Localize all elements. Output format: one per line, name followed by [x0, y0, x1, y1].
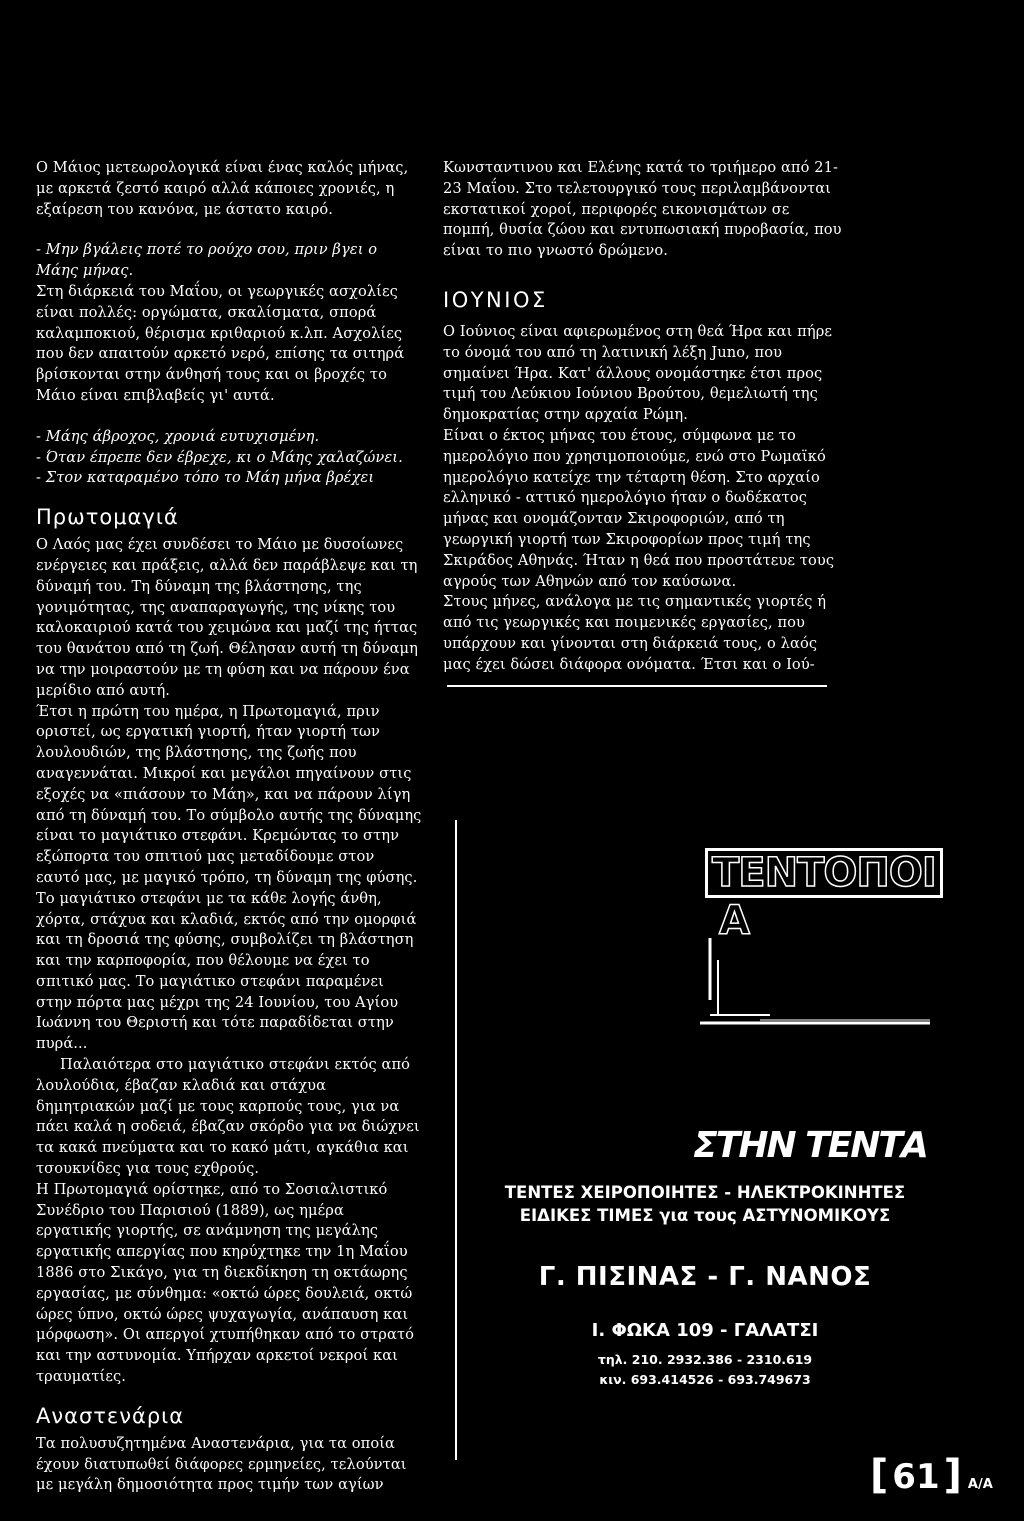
ad-title: ΣΤΗΝ ΤΕΝΤΑ	[693, 1125, 927, 1166]
ad-tagline: ΤΕΝΤΕΣ ΧΕΙΡΟΠΟΙΗΤΕΣ - ΗΛΕΚΤΡΟΚΙΝΗΤΕΣ	[504, 1183, 906, 1202]
paragraph: Ο Λαός μας έχει συνδέσει το Μάιο με δυσοίωνες ενέργειες και πράξεις, αλλά δεν παράβλεψε και τη δύναμή του. Τη δύναμη της βλάστησης, της γονιμότητας, της αναπαραγωγής, της νίκης του καλοκαιριού κατά του χειμώνα και μαζί της ήττας του θανάτου από τη ζωή. Θέλησαν αυτή τη δύναμη να την μοιραστούν με τη φύση και να πάρουν ένα μερίδιο από αυτή.	[36, 536, 418, 699]
proverb: - Στον καταραμένο τόπο το Μάη μήνα βρέχει	[36, 469, 375, 487]
right-column	[443, 158, 845, 676]
proverb: - Μάης άβροχος, χρονιά ευτυχισμένη.	[36, 427, 320, 445]
paragraph: Στους μήνες, ανάλογα με τις σημαντικές γιορτές ή από τις γεωργικές και ποιμενικές εργασίες, που υπάρχουν και γίνονται στη διάρκειά τους, ο λαός μας έχει δώσει διάφορα ονόματα. Έτσι και ο Ιού-	[443, 593, 827, 673]
section-heading-anastenaria: Αναστενάρια	[36, 1403, 185, 1428]
page-number	[870, 1452, 993, 1498]
paragraph: Η Πρωτομαγιά ορίστηκε, από το Σοσιαλιστικό Συνέδριο του Παρισιού (1889), ως ημέρα εργατικής γιορτής, σε ανάμνηση της μεγάλης εργατικής απεργίας που κηρύχτηκε την 1η Μαΐου 1886 στο Σικάγο, για τη διεκδίκηση τη οκτάωρης εργασίας, με σύνθημα: «οκτώ ώρες δουλειά, οκτώ ώρες ύπνο, οκτώ ώρες ψυχαγωγία, ανάπαυση και μόρφωση». Οι απεργοί χτυπήθηκαν από το στρατό και την αστυνομία. Υπήρχαν αρκετοί νεκροί και τραυματίες.	[36, 1180, 415, 1386]
ad-address: Ι. ΦΩΚΑ 109 - ΓΑΛΑΤΣΙ	[591, 1320, 819, 1341]
ad-border-line	[455, 820, 457, 1460]
paragraph: Τα πολυσυζητημένα Αναστενάρια, για τα οποία έχουν διατυπωθεί διάφορες ερμηνείες, τελούνται με μεγάλη δημοσιότητα προς τιμήν των αγίων	[36, 1434, 407, 1494]
paragraph: Παλαιότερα στο μαγιάτικο στεφάνι εκτός από λουλούδια, έβαζαν κλαδιά και στάχυα δημητριακών μαζί με τους καρπούς τους, για να πάει καλά η σοδειά, έβαζαν σκόρδο για να διώχνει τα κακά πνεύματα και το κακό μάτι, αγκάθια και τσουκνίδες για τους εχθρούς.	[36, 1056, 420, 1178]
left-column	[36, 158, 422, 1496]
ad-logo-text: ΤΕΝΤΟΠΟΙ	[705, 848, 943, 898]
ad-offer: ΕΙΔΙΚΕΣ ΤΙΜΕΣ για τους ΑΣΤΥΝΟΜΙΚΟΥΣ	[519, 1206, 891, 1225]
paragraph: Έτσι η πρώτη του ημέρα, η Πρωτομαγιά, πριν οριστεί, ως εργατική γιορτή, ήταν γιορτή των λουλουδιών, της βλάστησης, της ζωής που αναγεννάται. Μικροί και μεγάλοι πηγαίνουν στις εξοχές να «πιάσουν το Μάη», και να πάρουν λίγη από τη δύναμή του. Το σύμβολο αυτής της δύναμης είναι το μαγιάτικο στεφάνι. Κρεμώντας το στην εξώπορτα του σπιτιού μας μεταδίδουμε στον εαυτό μας, με μαγικό τρόπο, τη δύναμη της φύσης.	[36, 702, 422, 886]
section-heading-protomagia: Πρωτομαγιά	[36, 505, 179, 530]
tent-illustration	[700, 930, 930, 1030]
paragraph: Ο Ιούνιος είναι αφιερωμένος στη θεά Ήρα και πήρε το όνομά του από τη λατινική λέξη Juno, που σημαίνει Ήρα. Κατ' άλλους ονομάστηκε έτσι προς τιμή του Λεύκιου Ιούνιου Βρούτου, θεμελιωτή της δημοκρατίας στην αρχαία Ρώμη.	[443, 322, 833, 424]
paragraph: Κωνσταντινου και Ελένης κατά το τριήμερο από 21-23 Μαΐου. Στο τελετουργικό τους περιλαμβάνονται εκστατικοί χοροί, περιφορές εικονισμάτων σε πομπή, θυσία ζώου και εντυπωσιακή πυροβασία, που είναι το πιο γνωστό δρώμενο.	[443, 159, 842, 260]
intro-paragraph: Ο Μάιος μετεωρολογικά είναι ένας καλός μήνας, με αρκετά ζεστό καιρό αλλά κάποιες χρονιές, η εξαίρεση του κανόνα, με άστατο καιρό.	[36, 159, 409, 218]
page-number-value: 61	[892, 1457, 940, 1497]
section-divider	[447, 685, 827, 687]
ad-names: Γ. ΠΙΣΙΝΑΣ - Γ. ΝΑΝΟΣ	[538, 1262, 872, 1292]
section-heading-iounios: ΙΟΥΝΙΟΣ	[443, 287, 548, 312]
page-side-label: A/A	[967, 1477, 993, 1492]
ad-logo-letter: Α	[719, 898, 749, 944]
paragraph: Στη διάρκειά του Μαΐου, οι γεωργικές ασχολίες είναι πολλές: οργώματα, σκαλίσματα, σπορά καλαμποκιού, θέρισμα κριθαριού κ.λπ. Ασχολίες που δεν απαιτούν αρκετό νερό, επίσης τα σιτηρά βρίσκονται στην άνθησή τους και οι βροχές το Μάιο είναι επιβλαβείς γι' αυτά.	[36, 282, 405, 404]
proverb: - Μην βγάλεις ποτέ το ρούχο σου, πριν βγει ο Μάης μήνας.	[36, 241, 378, 280]
ad-logo	[705, 848, 936, 944]
ad-mobile: κιν. 693.414526 - 693.749673	[599, 1372, 811, 1387]
paragraph: Το μαγιάτικο στεφάνι με τα κάθε λογής άνθη, χόρτα, στάχυα και κλαδιά, εκτός από την ομορφιά και τη δροσιά της φύσης, συμβολίζει τη βλάστηση και την καρποφορία, που θέλουμε να έχει το σπιτικό μας. Το μαγιάτικο στεφάνι παραμένει στην πόρτα μας μέχρι της 24 Ιουνίου, του Αγίου Ιωάννη του Θεριστή και τότε παραδίδεται στην πυρά...	[36, 889, 417, 1053]
paragraph: Είναι ο έκτος μήνας του έτους, σύμφωνα με το ημερολόγιο που χρησιμοποιούμε, ενώ στο Ρωμαϊκό ημερολόγιο κατείχε την τέταρτη θέση. Στο αρχαίο ελληνικό - αττικό ημερολόγιο ήταν ο δωδέκατος μήνας και ονομάζονταν Σκιροφοριών, από τη γεωργική γιορτή των Σκιροφορίων προς τιμή της Σκιράδος Αθηνάς. Ήταν η θεά που προστάτευε τους αγρούς των Αθηνών από τον καύσωνα.	[443, 426, 835, 590]
ad-phone: τηλ. 210. 2932.386 - 2310.619	[597, 1352, 813, 1367]
bracket-close: ]	[943, 1452, 962, 1498]
bracket-open: [	[870, 1452, 889, 1498]
proverb: - Όταν έπρεπε δεν έβρεχε, κι ο Μάης χαλαζώνει.	[36, 448, 403, 466]
